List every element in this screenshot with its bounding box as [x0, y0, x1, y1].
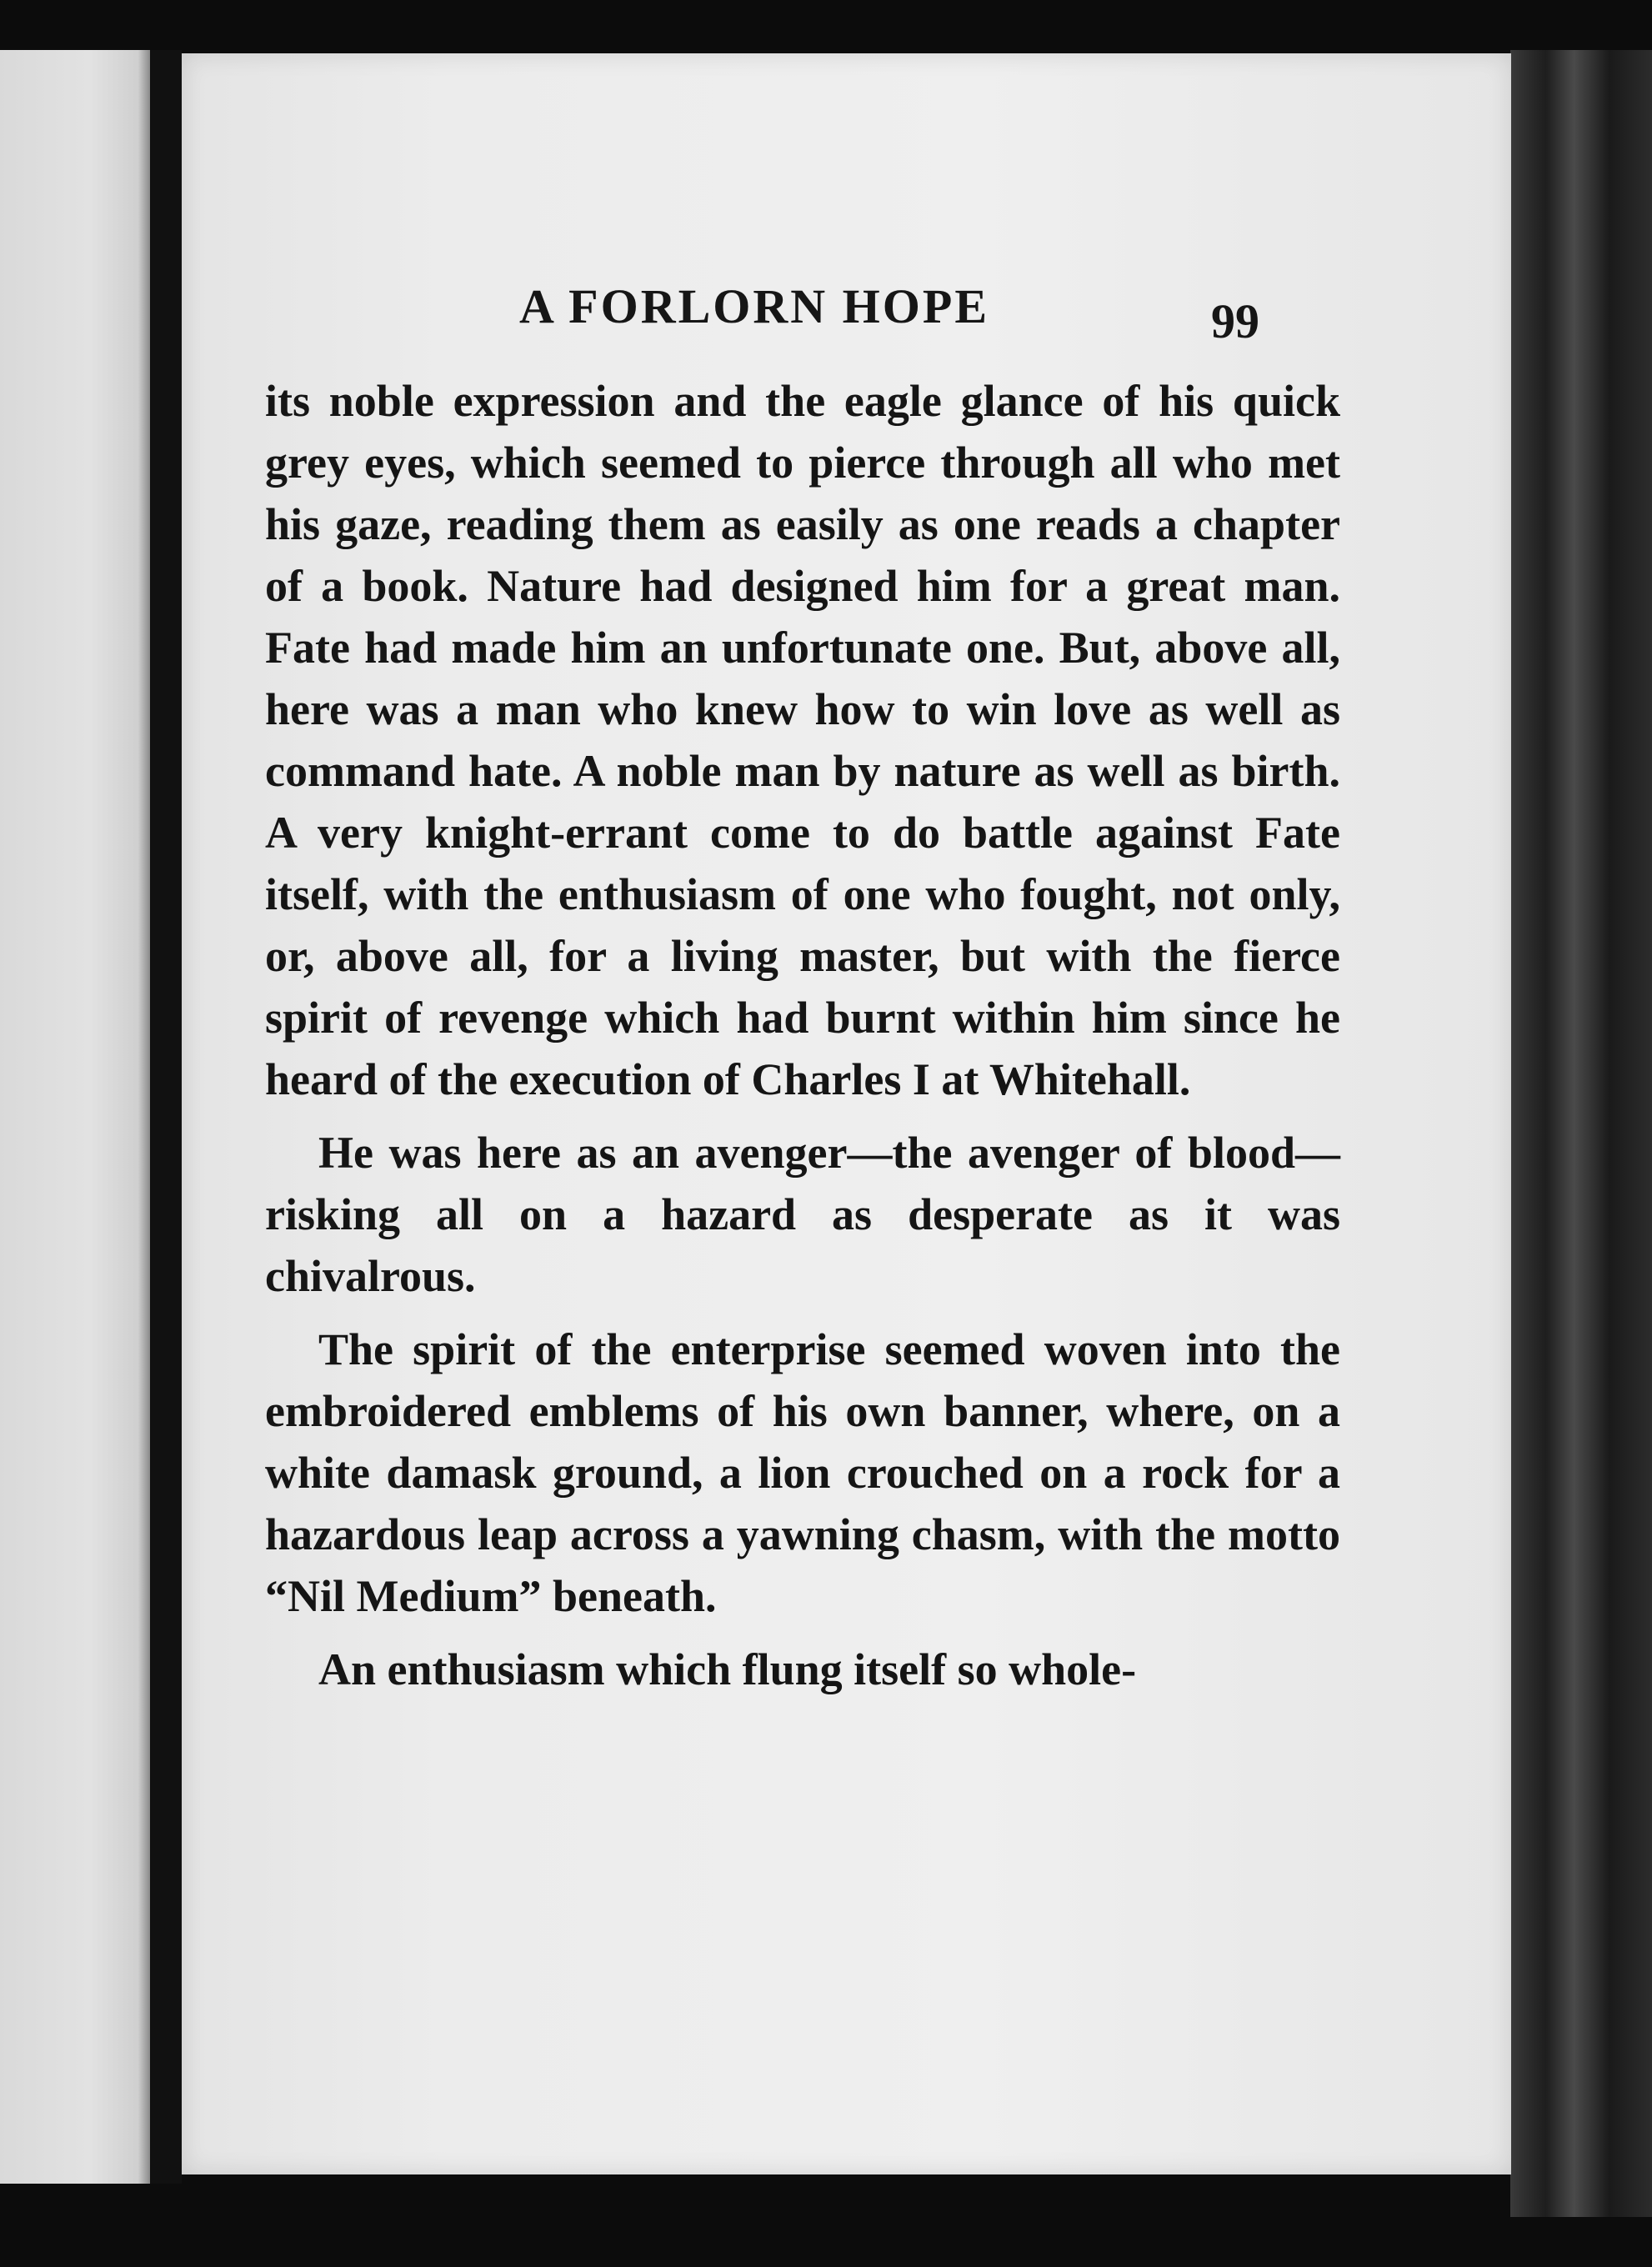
paragraph: He was here as an avenger—the avenger of blood—risking all on a hazard as desperate as it was chivalrous. — [265, 1128, 1340, 1301]
running-head — [182, 278, 1511, 348]
page-block-edge — [1510, 50, 1652, 2217]
paragraph: The spirit of the enterprise seemed woven into the embroidered emblems of his own banner, where, on a white damask ground, a lion crouched on a rock for a hazardous leap across a yawning chasm, with the motto “Nil Medium” beneath. — [265, 1324, 1340, 1621]
paragraph: its noble expression and the eagle glance of his quick grey eyes, which seemed to pierce through all who met his gaze, reading them as easily as one reads a chapter of a book. Nature had designed him for a great man. Fate had made him an unfortunate one. But, above all, here was a man who knew how to win love as well as command hate. A noble man by nature as well as birth. A very knight-errant come to do battle against Fate itself, with the enthusiasm of one who fought, not only, or, above all, for a living master, but with the fierce spirit of revenge which had burnt within him since he heard of the execution of Charles I at Whitehall. — [265, 376, 1340, 1104]
body-text — [265, 370, 1340, 1712]
book-page — [182, 53, 1511, 2174]
running-title: A FORLORN HOPE — [519, 279, 990, 333]
paragraph: An enthusiasm which flung itself so whole- — [318, 1644, 1137, 1694]
page-number: 99 — [1211, 294, 1259, 348]
book-gutter — [150, 50, 182, 2184]
previous-page-edge — [0, 50, 150, 2184]
